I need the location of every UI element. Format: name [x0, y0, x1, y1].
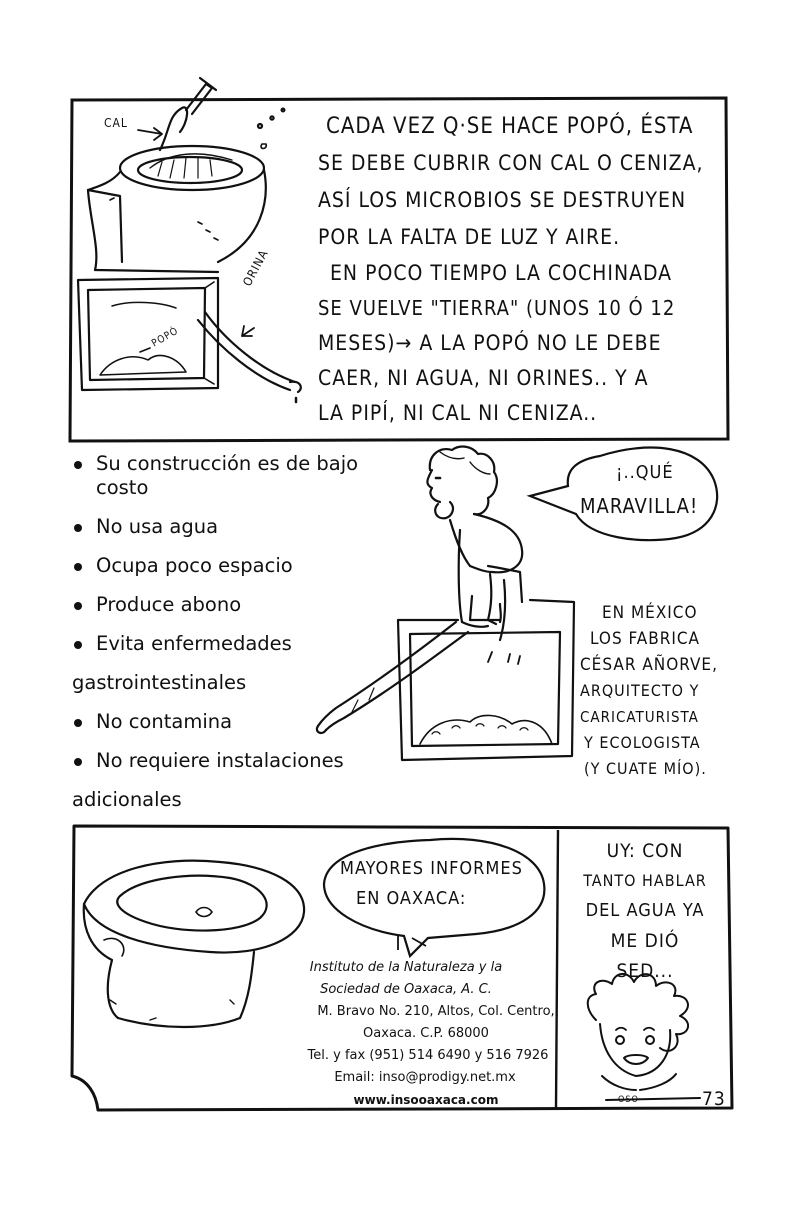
benefit-text: Ocupa poco espacio	[96, 554, 293, 577]
benefit-text-continued: gastrointestinales	[72, 671, 247, 694]
artist-signature: OSO	[618, 1095, 639, 1105]
top-text-line: POR LA FALTA DE LUZ Y AIRE.	[318, 225, 621, 249]
info-bubble-line2: EN OAXACA:	[356, 888, 467, 909]
benefit-text: No contamina	[96, 710, 233, 733]
credit-line: CÉSAR AÑORVE,	[580, 655, 718, 675]
credit-line: (Y CUATE MÍO).	[584, 759, 707, 778]
phone-line: Tel. y fax (951) 514 6490 y 516 7926	[307, 1048, 549, 1063]
label-cal: CAL	[104, 116, 128, 130]
credit-line: LOS FABRICA	[590, 629, 700, 649]
side-speech-line: ME DIÓ	[610, 930, 680, 952]
label-popo: POPÓ	[150, 325, 181, 350]
benefit-text-continued: costo	[96, 476, 149, 499]
credit-line: ARQUITECTO Y	[580, 681, 700, 700]
benefit-text: No requiere instalaciones	[96, 749, 344, 772]
side-speech-line: TANTO HABLAR	[583, 871, 707, 890]
website-link[interactable]: www.insooaxaca.com	[353, 1093, 499, 1107]
top-text-line: CADA VEZ Q·SE HACE POPÓ, ÉSTA	[326, 114, 694, 139]
email-link[interactable]: Email: inso@prodigy.net.mx	[334, 1070, 516, 1085]
benefit-text: Produce abono	[96, 593, 242, 616]
org-name-line1: Instituto de la Naturaleza y la	[309, 960, 503, 975]
credit-line: CARICATURISTA	[580, 708, 699, 726]
side-speech-line: UY: CON	[606, 840, 684, 862]
top-text-line: SE VUELVE "TIERRA" (UNOS 10 Ó 12	[318, 296, 676, 320]
top-text-line: SE DEBE CUBRIR CON CAL O CENIZA,	[318, 151, 704, 175]
side-speech-line: DEL AGUA YA	[585, 900, 705, 921]
top-text-line: ASÍ LOS MICROBIOS SE DESTRUYEN	[318, 188, 687, 212]
top-text-line: EN POCO TIEMPO LA COCHINADA	[330, 261, 673, 285]
top-text-line: LA PIPÍ, NI CAL NI CENIZA..	[318, 401, 598, 425]
label-orina: ORINA	[240, 246, 271, 289]
benefit-text: No usa agua	[96, 515, 219, 538]
address-line2: Oaxaca. C.P. 68000	[363, 1026, 489, 1041]
page-number: 73	[702, 1088, 726, 1110]
info-bubble-line1: MAYORES INFORMES	[340, 858, 523, 879]
top-text-line: MESES)→ A LA POPÓ NO LE DEBE	[318, 331, 662, 355]
benefit-text-continued: adicionales	[72, 788, 182, 811]
side-speech-line: SED...	[616, 960, 674, 982]
benefit-text: Evita enfermedades	[96, 632, 292, 655]
top-text-line: CAER, NI AGUA, NI ORINES.. Y A	[318, 366, 649, 390]
benefit-text: Su construcción es de bajo	[96, 452, 359, 475]
credit-line: Y ECOLOGISTA	[584, 733, 701, 752]
org-name-line2: Sociedad de Oaxaca, A. C.	[320, 982, 492, 997]
credit-line: EN MÉXICO	[602, 603, 698, 623]
address-line1: M. Bravo No. 210, Altos, Col. Centro,	[317, 1004, 555, 1019]
speech-bubble-middle-line2: MARAVILLA!	[580, 494, 699, 518]
speech-bubble-middle-line1: ¡..QUÉ	[616, 462, 674, 483]
